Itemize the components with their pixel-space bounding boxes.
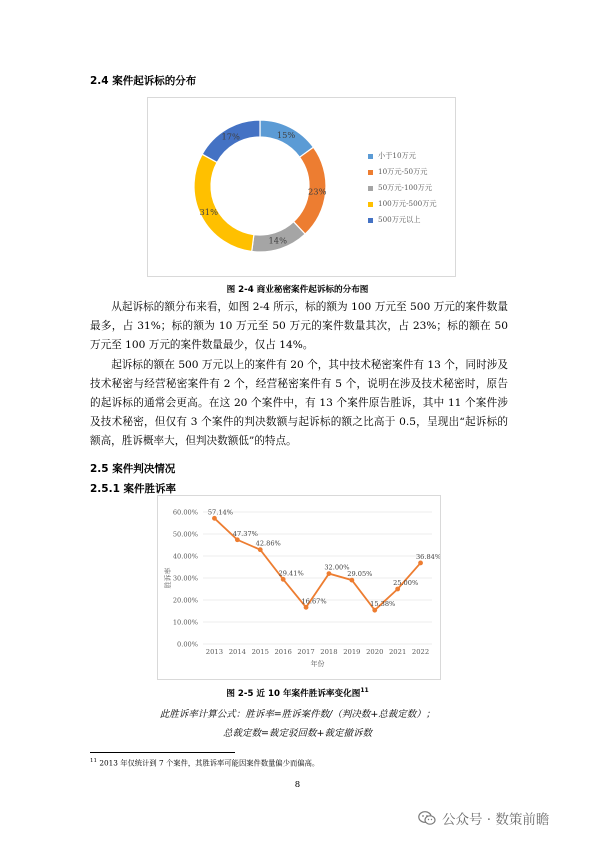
figure-2-5-caption	[0, 687, 595, 699]
legend-swatch	[368, 202, 373, 207]
formula-block	[0, 705, 595, 743]
formula-line-2: 总裁定数=裁定驳回数+裁定撤诉数	[223, 728, 372, 739]
y-tick-label: 50.00%	[172, 530, 198, 539]
legend-swatch	[368, 154, 373, 159]
footnote	[90, 758, 319, 768]
legend-swatch	[368, 186, 373, 191]
formula-line-1: 此胜诉率计算公式：胜诉率=胜诉案件数/（判决数+总裁定数）；	[159, 709, 436, 720]
legend-label: 100万元-500万元	[378, 199, 437, 208]
data-label: 16.67%	[301, 597, 327, 606]
legend-label: 500万元以上	[378, 215, 421, 224]
section-2-4-heading: 2.4 案件起诉标的分布	[90, 75, 197, 87]
doughnut-slice	[194, 154, 254, 251]
data-point	[281, 577, 286, 582]
data-label: 29.41%	[278, 569, 304, 578]
legend-item	[368, 148, 437, 164]
data-point	[258, 547, 263, 552]
figure-2-4-caption: 图 2-4 商业秘密案件起诉标的分布图	[226, 285, 369, 295]
y-tick-label: 60.00%	[172, 508, 198, 517]
legend-item	[368, 212, 437, 228]
line-chart-container	[157, 495, 441, 680]
footnote-marker: 11	[90, 758, 97, 764]
slice-label: 17%	[221, 131, 240, 142]
footnote-text: 2013 年仅统计到 7 个案件，其胜诉率可能因案件数量偏少而偏高。	[99, 758, 320, 768]
x-tick-label: 2016	[274, 648, 292, 656]
data-point	[304, 605, 309, 610]
x-tick-label: 2022	[411, 648, 430, 656]
y-tick-label: 40.00%	[172, 552, 198, 561]
data-point	[418, 561, 423, 566]
section-2-5-heading: 2.5 案件判决情况	[90, 463, 176, 475]
data-point	[235, 537, 240, 542]
figure-2-5-caption-text: 图 2-5 近 10 年案件胜诉率变化图	[226, 689, 361, 699]
data-point	[349, 578, 354, 583]
doughnut-chart-container	[147, 97, 456, 277]
data-label: 32.00%	[324, 563, 350, 572]
x-tick-label: 2021	[388, 648, 407, 656]
legend-item	[368, 180, 437, 196]
data-label: 25.00%	[393, 579, 419, 587]
footnote-separator	[90, 752, 235, 753]
y-axis-label: 胜诉率	[164, 567, 172, 589]
x-axis-label: 年份	[310, 660, 325, 668]
slice-label: 31%	[199, 207, 218, 218]
slice-label: 23%	[308, 186, 327, 197]
watermark-text: 公众号 · 数策前瞻	[442, 812, 550, 828]
x-tick-label: 2018	[320, 648, 338, 656]
slice-label: 15%	[276, 129, 296, 140]
legend-swatch	[368, 218, 373, 223]
legend-item	[368, 164, 437, 180]
x-tick-label: 2017	[297, 648, 315, 656]
slice-label: 14%	[268, 235, 287, 246]
data-label: 57.14%	[207, 508, 234, 517]
data-label: 15.38%	[370, 600, 396, 609]
data-label: 42.86%	[255, 539, 281, 548]
y-tick-label: 10.00%	[172, 618, 198, 627]
line-chart	[158, 496, 440, 679]
data-label: 47.37%	[232, 529, 258, 538]
watermark	[418, 808, 549, 828]
y-tick-label: 30.00%	[172, 574, 198, 583]
legend-label: 10万元-50万元	[378, 167, 428, 176]
y-tick-label: 20.00%	[172, 596, 198, 605]
legend-label: 小于10万元	[378, 151, 416, 160]
wechat-icon	[418, 810, 436, 826]
data-label: 29.05%	[347, 570, 373, 579]
data-point	[395, 587, 400, 592]
x-tick-label: 2015	[251, 648, 269, 656]
data-point	[372, 608, 377, 613]
section-2-5-1-heading: 2.5.1 案件胜诉率	[90, 483, 177, 495]
y-tick-label: 0.00%	[177, 640, 198, 649]
legend-item	[368, 196, 437, 212]
x-tick-label: 2013	[205, 648, 224, 656]
data-label: 36.84%	[415, 552, 440, 561]
doughnut-legend	[368, 148, 437, 228]
data-point	[327, 571, 332, 576]
footnote-ref: 11	[360, 687, 369, 695]
x-tick-label: 2019	[343, 648, 361, 656]
paragraph-1: 从起诉标的额分布来看，如图 2-4 所示，标的额为 100 万元至 500 万元的案件数量最多，占 31%；标的额为 10 万元至 50 万元的案件数量其次，占 23%；标的额在 50 万元至 100 万元的案件数量最少，仅占 14%。	[90, 301, 508, 352]
x-tick-label: 2020	[366, 648, 384, 656]
page-number: 8	[294, 780, 301, 790]
legend-label: 50万元-100万元	[378, 183, 433, 192]
legend-swatch	[368, 170, 373, 175]
data-point	[212, 516, 217, 521]
body-text	[90, 298, 508, 452]
x-tick-label: 2014	[228, 648, 247, 656]
paragraph-2: 起诉标的额在 500 万元以上的案件有 20 个，其中技术秘密案件有 13 个，同时涉及技术秘密与经营秘密案件有 2 个，经营秘密案件有 5 个，说明在涉及技术秘密时，原告的起诉标的通常会更高。在这 20 个案件中，有 13 个案件原告胜诉，其中 11 个案件涉及技术秘密，但仅有 3 个案件的判决数额与起诉标的额之比高于 0.5，呈现出“起诉标的额高，胜诉概率大，但判决数额低”的特点。	[90, 358, 508, 448]
